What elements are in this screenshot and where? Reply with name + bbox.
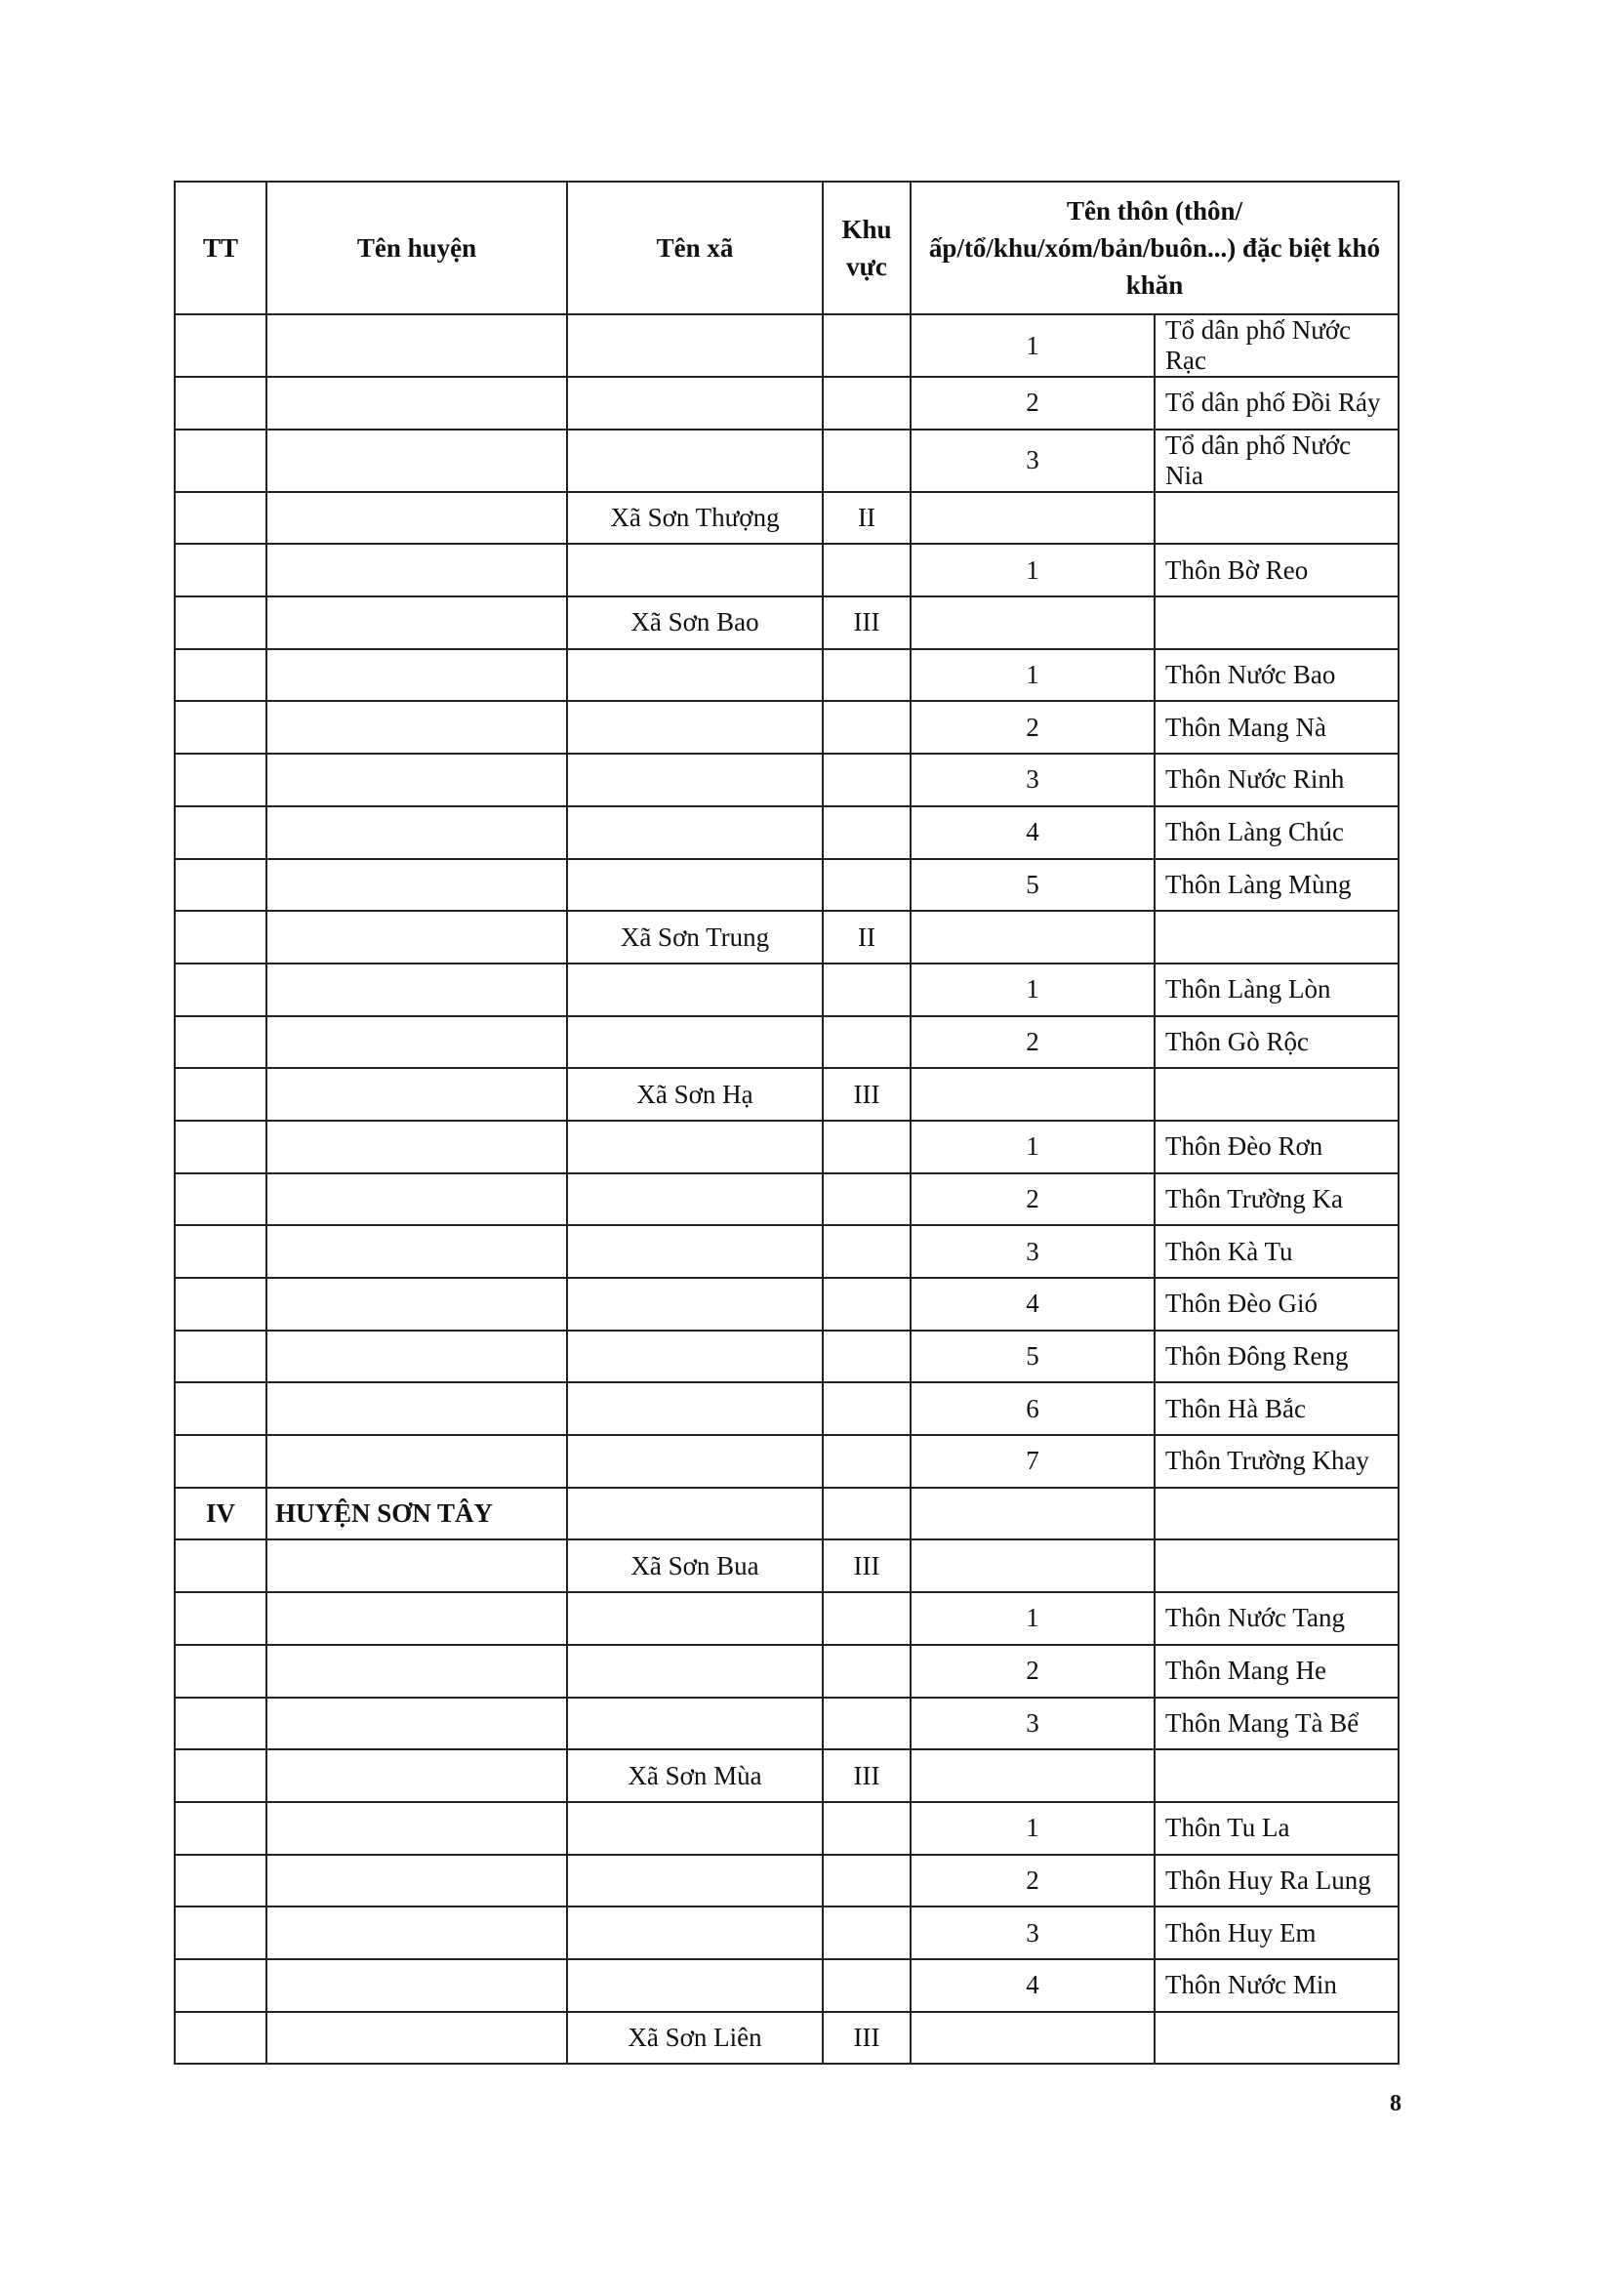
- cell-tt: [175, 1225, 266, 1278]
- cell-district: [266, 859, 567, 912]
- cell-village: [1155, 1749, 1399, 1802]
- cell-district: [266, 649, 567, 702]
- cell-tt: [175, 1068, 266, 1121]
- cell-tt: [175, 806, 266, 859]
- table-row: [175, 492, 1399, 545]
- cell-village: [1155, 2012, 1399, 2065]
- cell-tt: [175, 754, 266, 806]
- cell-number: 4: [911, 1959, 1155, 2012]
- cell-tt: IV: [175, 1488, 266, 1540]
- cell-district: [266, 1121, 567, 1173]
- cell-district: [266, 492, 567, 545]
- cell-area: [823, 544, 911, 596]
- cell-area: III: [823, 1539, 911, 1592]
- cell-number: 2: [911, 1016, 1155, 1069]
- cell-district: [266, 544, 567, 596]
- cell-number: [911, 1488, 1155, 1540]
- cell-number: 1: [911, 1802, 1155, 1855]
- cell-number: [911, 1539, 1155, 1592]
- cell-commune: [567, 1331, 823, 1383]
- cell-number: 2: [911, 1855, 1155, 1907]
- table-row: [175, 314, 1399, 377]
- cell-area: III: [823, 1749, 911, 1802]
- cell-tt: [175, 492, 266, 545]
- cell-commune: [567, 1488, 823, 1540]
- table-row: [175, 1331, 1399, 1383]
- cell-village: [1155, 1068, 1399, 1121]
- cell-commune: Xã Sơn Mùa: [567, 1749, 823, 1802]
- cell-number: 3: [911, 1698, 1155, 1750]
- cell-district: [266, 1331, 567, 1383]
- cell-commune: [567, 1278, 823, 1331]
- table-row: [175, 1435, 1399, 1488]
- cell-area: [823, 964, 911, 1016]
- cell-district: [266, 701, 567, 754]
- cell-village: Thôn Làng Lòn: [1155, 964, 1399, 1016]
- cell-area: [823, 1121, 911, 1173]
- cell-area: [823, 377, 911, 430]
- cell-commune: [567, 754, 823, 806]
- table-row: [175, 1121, 1399, 1173]
- table-row: [175, 964, 1399, 1016]
- cell-village: Thôn Nước Bao: [1155, 649, 1399, 702]
- table-row: [175, 1488, 1399, 1540]
- table-row: [175, 1539, 1399, 1592]
- table-row: [175, 1225, 1399, 1278]
- table-row: [175, 701, 1399, 754]
- cell-district: [266, 1173, 567, 1226]
- table-row: [175, 1068, 1399, 1121]
- cell-area: [823, 1592, 911, 1645]
- cell-tt: [175, 1278, 266, 1331]
- cell-number: 3: [911, 1225, 1155, 1278]
- cell-commune: [567, 1855, 823, 1907]
- table-row: [175, 1959, 1399, 2012]
- cell-tt: [175, 1802, 266, 1855]
- cell-tt: [175, 377, 266, 430]
- cell-number: 1: [911, 1121, 1155, 1173]
- cell-village: Thôn Bờ Reo: [1155, 544, 1399, 596]
- cell-area: [823, 1645, 911, 1698]
- cell-village: Thôn Tu La: [1155, 1802, 1399, 1855]
- cell-tt: [175, 1016, 266, 1069]
- cell-district: [266, 1645, 567, 1698]
- cell-number: 1: [911, 649, 1155, 702]
- cell-district: [266, 911, 567, 964]
- cell-commune: [567, 1225, 823, 1278]
- table-row: [175, 544, 1399, 596]
- cell-village: Thôn Hà Bắc: [1155, 1382, 1399, 1435]
- cell-tt: [175, 1173, 266, 1226]
- cell-commune: [567, 1016, 823, 1069]
- cell-area: [823, 1016, 911, 1069]
- cell-district: [266, 2012, 567, 2065]
- cell-area: [823, 1802, 911, 1855]
- table-row: [175, 1645, 1399, 1698]
- cell-area: II: [823, 492, 911, 545]
- cell-tt: [175, 544, 266, 596]
- cell-district: [266, 1592, 567, 1645]
- cell-commune: [567, 1382, 823, 1435]
- cell-district: [266, 964, 567, 1016]
- cell-tt: [175, 314, 266, 377]
- cell-number: [911, 2012, 1155, 2065]
- cell-commune: Xã Sơn Thượng: [567, 492, 823, 545]
- village-table: [174, 181, 1400, 2065]
- cell-district: [266, 314, 567, 377]
- table-row: [175, 377, 1399, 430]
- cell-commune: [567, 1802, 823, 1855]
- cell-area: [823, 1331, 911, 1383]
- table-row: [175, 1173, 1399, 1226]
- table-row: [175, 1698, 1399, 1750]
- cell-number: 4: [911, 1278, 1155, 1331]
- cell-village: Thôn Trường Ka: [1155, 1173, 1399, 1226]
- cell-tt: [175, 2012, 266, 2065]
- cell-area: [823, 1435, 911, 1488]
- cell-number: 2: [911, 1173, 1155, 1226]
- cell-village: Thôn Mang Tà Bể: [1155, 1698, 1399, 1750]
- cell-number: 1: [911, 1592, 1155, 1645]
- table-row: [175, 806, 1399, 859]
- table-row: [175, 859, 1399, 912]
- cell-commune: [567, 1592, 823, 1645]
- table-row: [175, 911, 1399, 964]
- cell-number: 5: [911, 859, 1155, 912]
- cell-area: [823, 1698, 911, 1750]
- cell-commune: Xã Sơn Bao: [567, 596, 823, 649]
- cell-village: Thôn Mang Nà: [1155, 701, 1399, 754]
- cell-commune: [567, 701, 823, 754]
- cell-area: [823, 1382, 911, 1435]
- table-row: [175, 1016, 1399, 1069]
- cell-district: [266, 1749, 567, 1802]
- table-row: [175, 1749, 1399, 1802]
- cell-commune: [567, 314, 823, 377]
- cell-number: 3: [911, 430, 1155, 492]
- cell-tt: [175, 1698, 266, 1750]
- cell-village: Thôn Gò Rộc: [1155, 1016, 1399, 1069]
- cell-commune: Xã Sơn Bua: [567, 1539, 823, 1592]
- cell-number: 5: [911, 1331, 1155, 1383]
- cell-area: [823, 314, 911, 377]
- header-village: Tên thôn (thôn/ấp/tổ/khu/xóm/bản/buôn...) đặc biệt khó khăn: [911, 182, 1399, 314]
- header-tt: TT: [175, 182, 266, 314]
- cell-commune: [567, 430, 823, 492]
- cell-number: 1: [911, 544, 1155, 596]
- cell-number: 1: [911, 314, 1155, 377]
- cell-district: [266, 1539, 567, 1592]
- cell-district: [266, 1855, 567, 1907]
- cell-number: 3: [911, 1906, 1155, 1959]
- cell-district: [266, 754, 567, 806]
- table-row: [175, 2012, 1399, 2065]
- cell-area: III: [823, 2012, 911, 2065]
- cell-area: [823, 1488, 911, 1540]
- header-commune: Tên xã: [567, 182, 823, 314]
- cell-district: [266, 1382, 567, 1435]
- cell-number: 2: [911, 701, 1155, 754]
- table-row: [175, 596, 1399, 649]
- cell-tt: [175, 1121, 266, 1173]
- cell-village: Thôn Làng Mùng: [1155, 859, 1399, 912]
- cell-area: [823, 1855, 911, 1907]
- table-header-row: [175, 182, 1399, 314]
- cell-number: [911, 911, 1155, 964]
- cell-area: [823, 1225, 911, 1278]
- cell-commune: [567, 1121, 823, 1173]
- cell-tt: [175, 911, 266, 964]
- cell-commune: [567, 1906, 823, 1959]
- cell-village: Thôn Trường Khay: [1155, 1435, 1399, 1488]
- cell-tt: [175, 701, 266, 754]
- cell-tt: [175, 859, 266, 912]
- cell-area: III: [823, 1068, 911, 1121]
- cell-village: Thôn Nước Rinh: [1155, 754, 1399, 806]
- cell-district: [266, 1802, 567, 1855]
- cell-number: 2: [911, 1645, 1155, 1698]
- cell-district: [266, 1698, 567, 1750]
- cell-area: [823, 1959, 911, 2012]
- cell-tt: [175, 1382, 266, 1435]
- cell-area: [823, 649, 911, 702]
- table-row: [175, 649, 1399, 702]
- cell-village: Thôn Đèo Gió: [1155, 1278, 1399, 1331]
- cell-area: II: [823, 911, 911, 964]
- cell-district: HUYỆN SƠN TÂY: [266, 1488, 567, 1540]
- cell-district: [266, 1435, 567, 1488]
- cell-district: [266, 1068, 567, 1121]
- cell-district: [266, 1278, 567, 1331]
- table-row: [175, 1382, 1399, 1435]
- cell-village: [1155, 596, 1399, 649]
- cell-tt: [175, 1592, 266, 1645]
- cell-commune: Xã Sơn Hạ: [567, 1068, 823, 1121]
- cell-tt: [175, 1435, 266, 1488]
- cell-commune: Xã Sơn Trung: [567, 911, 823, 964]
- cell-village: Thôn Mang He: [1155, 1645, 1399, 1698]
- table-row: [175, 1906, 1399, 1959]
- cell-tt: [175, 1331, 266, 1383]
- cell-village: [1155, 492, 1399, 545]
- cell-district: [266, 1906, 567, 1959]
- cell-village: Tổ dân phố Nước Rạc: [1155, 314, 1399, 377]
- cell-number: [911, 1068, 1155, 1121]
- cell-area: [823, 1906, 911, 1959]
- cell-tt: [175, 1855, 266, 1907]
- cell-district: [266, 377, 567, 430]
- cell-tt: [175, 1645, 266, 1698]
- cell-district: [266, 1225, 567, 1278]
- table-body: [175, 314, 1399, 2064]
- cell-tt: [175, 649, 266, 702]
- cell-village: Thôn Nước Min: [1155, 1959, 1399, 2012]
- cell-village: Thôn Kà Tu: [1155, 1225, 1399, 1278]
- cell-tt: [175, 1749, 266, 1802]
- cell-commune: [567, 649, 823, 702]
- cell-commune: [567, 964, 823, 1016]
- table-row: [175, 754, 1399, 806]
- cell-tt: [175, 1539, 266, 1592]
- cell-commune: [567, 1435, 823, 1488]
- cell-number: 1: [911, 964, 1155, 1016]
- table-row: [175, 1278, 1399, 1331]
- cell-commune: [567, 1645, 823, 1698]
- cell-number: 6: [911, 1382, 1155, 1435]
- cell-village: Thôn Huy Em: [1155, 1906, 1399, 1959]
- cell-area: [823, 430, 911, 492]
- cell-commune: [567, 1959, 823, 2012]
- cell-commune: Xã Sơn Liên: [567, 2012, 823, 2065]
- cell-village: Thôn Nước Tang: [1155, 1592, 1399, 1645]
- cell-area: [823, 754, 911, 806]
- table-row: [175, 1855, 1399, 1907]
- cell-tt: [175, 964, 266, 1016]
- cell-district: [266, 596, 567, 649]
- cell-area: [823, 701, 911, 754]
- cell-commune: [567, 1173, 823, 1226]
- cell-commune: [567, 806, 823, 859]
- cell-village: Tổ dân phố Nước Nia: [1155, 430, 1399, 492]
- cell-district: [266, 1959, 567, 2012]
- cell-area: [823, 1173, 911, 1226]
- cell-commune: [567, 377, 823, 430]
- cell-number: 7: [911, 1435, 1155, 1488]
- cell-village: Thôn Huy Ra Lung: [1155, 1855, 1399, 1907]
- cell-number: [911, 1749, 1155, 1802]
- cell-number: 4: [911, 806, 1155, 859]
- table-row: [175, 1592, 1399, 1645]
- table-row: [175, 1802, 1399, 1855]
- cell-area: [823, 806, 911, 859]
- cell-village: [1155, 1539, 1399, 1592]
- cell-number: [911, 596, 1155, 649]
- cell-village: Tổ dân phố Đồi Ráy: [1155, 377, 1399, 430]
- page-number: 8: [1390, 2091, 1401, 2116]
- cell-village: [1155, 1488, 1399, 1540]
- cell-tt: [175, 1959, 266, 2012]
- cell-number: 2: [911, 377, 1155, 430]
- header-district: Tên huyện: [266, 182, 567, 314]
- cell-commune: [567, 1698, 823, 1750]
- cell-tt: [175, 596, 266, 649]
- cell-village: Thôn Làng Chúc: [1155, 806, 1399, 859]
- cell-commune: [567, 859, 823, 912]
- header-area: Khu vực: [823, 182, 911, 314]
- cell-area: III: [823, 596, 911, 649]
- cell-tt: [175, 1906, 266, 1959]
- cell-commune: [567, 544, 823, 596]
- cell-number: [911, 492, 1155, 545]
- cell-area: [823, 859, 911, 912]
- table-row: [175, 430, 1399, 492]
- cell-village: [1155, 911, 1399, 964]
- cell-district: [266, 430, 567, 492]
- cell-village: Thôn Đông Reng: [1155, 1331, 1399, 1383]
- cell-area: [823, 1278, 911, 1331]
- cell-district: [266, 806, 567, 859]
- cell-tt: [175, 430, 266, 492]
- cell-village: Thôn Đèo Rơn: [1155, 1121, 1399, 1173]
- cell-number: 3: [911, 754, 1155, 806]
- cell-district: [266, 1016, 567, 1069]
